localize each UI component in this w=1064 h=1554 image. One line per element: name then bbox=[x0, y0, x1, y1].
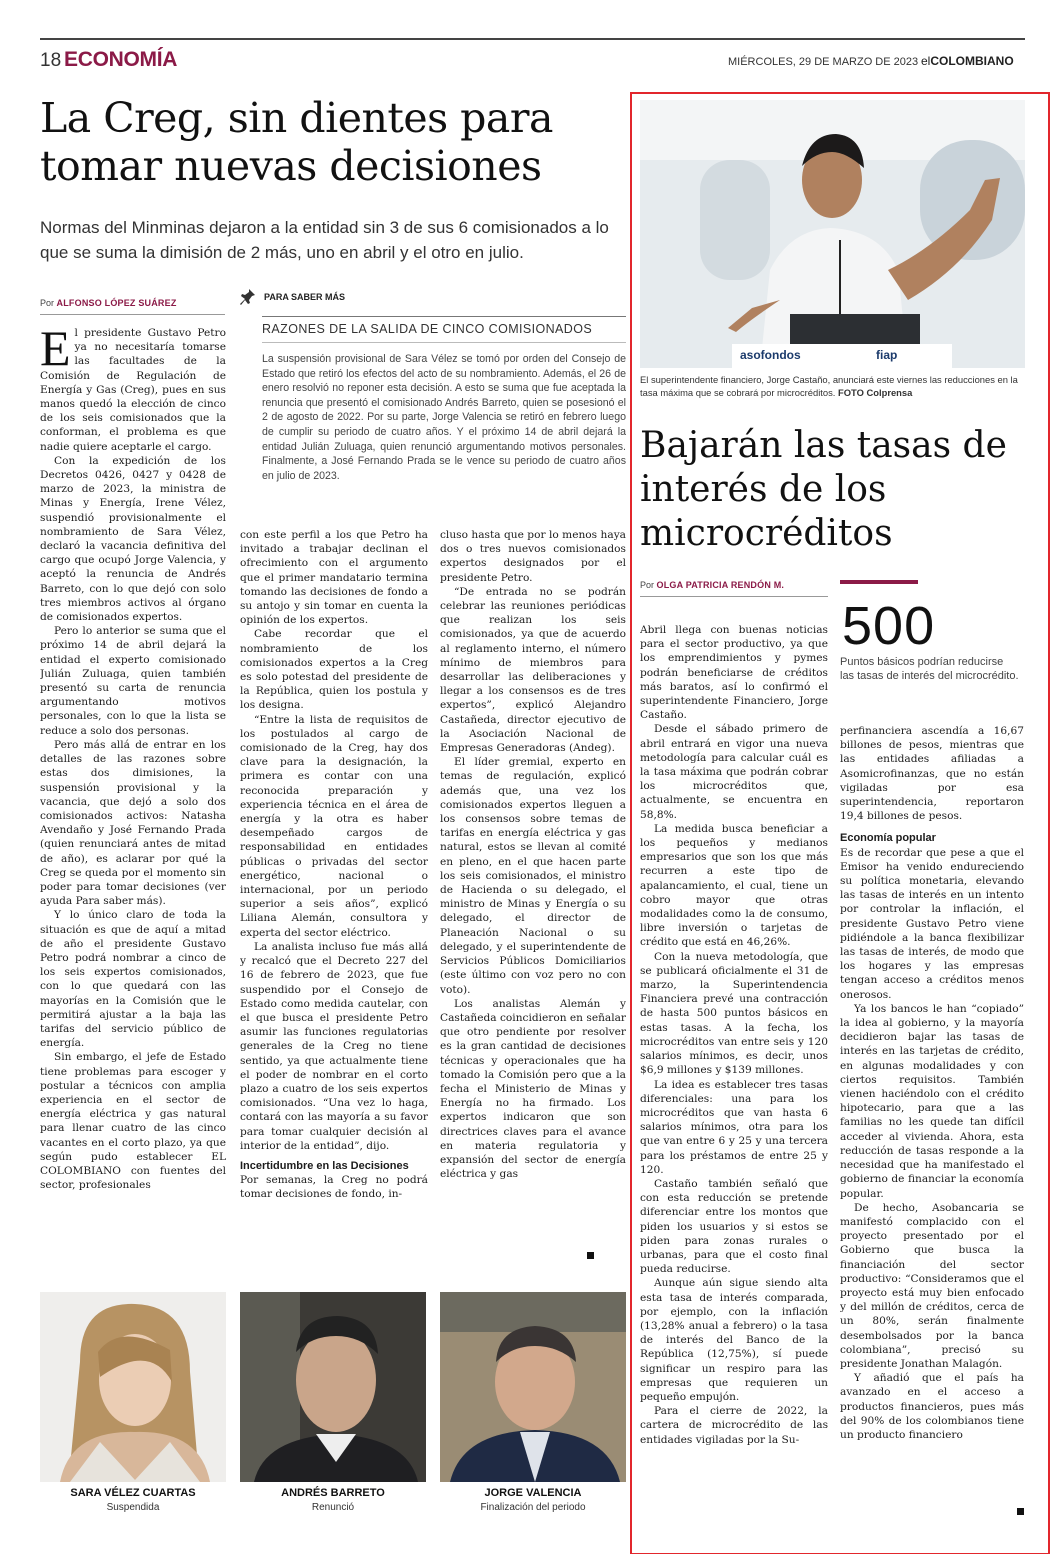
paragraph: con este perfil a los que Petro ha invitado a trabajar declinan el ofrecimiento con el argumento que el primer mandatario termina tomando las decisiones de fondo a su antojo y sin tomar en cuenta la opinión de los expertos. bbox=[240, 529, 428, 627]
main-column-3 bbox=[440, 528, 626, 1268]
issue-date: MIÉRCOLES, 29 DE MARZO DE 2023 bbox=[728, 56, 919, 68]
end-mark bbox=[587, 1252, 594, 1259]
sidebar-body: La suspensión provisional de Sara Vélez se tomó por orden del Consejo de Estado que retiró los efectos del acto de su nombramiento. Además, el 26 de enero resolvió no reponer esta decisión. A esto se suma que fue aceptada la renuncia que presentó el comisionado Andrés Barreto, quien se posesionó el 2 de agosto de 2022. Por su parte, Jorge Valencia se retiró en febrero luego de cumplir su periodo de cuatro años. Y el próximo 14 de abril dejará la entidad Julián Zuluaga, quien renunció argumentando motivos personales. Finalmente, a José Fernando Prada se le vence su periodo de cuatro años en julio de 2023. bbox=[262, 353, 626, 482]
paragraph: Pero lo anterior se suma que el próximo 14 de abril dejará la entidad el experto comisionado Julián Zuluaga, quien también presentó su carta de renuncia argumentando motivos personales, con lo que la lista se reduce a solo dos personas. bbox=[40, 625, 226, 737]
sidebar-label: PARA SABER MÁS bbox=[264, 292, 346, 302]
paragraph: La analista incluso fue más allá y recalcó que el Decreto 227 del 16 de febrero de 2023, que fue suspendido por el Consejo de Estado como medida cautelar, con el que busca el presidente Petro asumir las funciones regulatorias generales de la Creg no tiene sentido, ya que actualmente tiene el poder de nombrar en el corto plazo a cuatro de los seis expertos comisionados. “Una vez lo haga, contará con las mayoría a su favor para tomar cualquier decisión al interior de la entidad”, dijo. bbox=[240, 940, 428, 1152]
photo-jorge-valencia bbox=[440, 1292, 626, 1482]
logo-name: COLOMBIANO bbox=[930, 54, 1014, 68]
stat-description: Puntos básicos podrían reducirse las tasas de interés del microcrédito. bbox=[840, 656, 1019, 682]
logo-prefix: el bbox=[921, 54, 931, 68]
main-deck: Normas del Minminas dejaron a la entidad sin 3 de sus 6 comisionados a lo que se suma la dimisión de 2 más, uno en abril y el otro en julio. bbox=[40, 218, 609, 262]
paragraph: “Entre la lista de requisitos de los postulados al cargo de comisionado de la Creg, hay dos clave para la designación, la primera es contar con una reconocida preparación y experiencia técnica en el área de energía y la otra es haber desempeñado cargos de responsabilidad en entidades públicas o privadas del sector energético, nacional o internacional, por un periodo superior a seis años”, explicó Liliana Alemán, consultora y experta del sector eléctrico. bbox=[240, 713, 428, 939]
end-mark bbox=[1017, 1508, 1024, 1515]
portrait-role: Finalización del periodo bbox=[480, 1502, 586, 1513]
paragraph: Es de recordar que pese a que el Emisor ha venido endureciendo su política monetaria, elevando las tasas de interés en un intento por controlar la inflación, el presidente Gustavo Petro viene pidiéndole a la banca flexibilizar las tasas de interés, de modo que los hogares y las empresas tengan acceso a créditos menos onerosos. bbox=[840, 846, 1024, 1001]
newspaper-logo[interactable] bbox=[921, 54, 1014, 68]
paragraph: Con la nueva metodología, que se publicará oficialmente el 31 de marzo, la Superintendencia Financiera prevé una contracción de hasta 500 puntos básicos en estas tasas. A la fecha, los microcréditos van entre seis y 120 salarios mínimos, es decir, unos $6,9 millones y $139 millones. bbox=[640, 950, 828, 1077]
main-headline: La Creg, sin dientes para tomar nuevas decisiones bbox=[40, 94, 553, 190]
paragraph: Cabe recordar que el nombramiento de los comisionados expertos a la Creg es solo potestad del presidente de la República, quien los postula y los designa. bbox=[240, 628, 428, 712]
paragraph: La idea es establecer tres tasas diferenciales: una para los microcréditos que van hasta 6 salarios mínimos, otra para los que van entre 6 y 25 y una tercera para los préstamos de entre 25 y 120. bbox=[640, 1078, 828, 1176]
main-column-2 bbox=[240, 528, 428, 1276]
photo-jorge-castano bbox=[640, 100, 1025, 368]
subheading: Economía popular bbox=[840, 832, 936, 845]
header-rule bbox=[40, 38, 1025, 40]
portrait-name: JORGE VALENCIA bbox=[484, 1487, 582, 1499]
speaker-photo bbox=[640, 100, 1025, 368]
second-headline: Bajarán las tasas de interés de los microcréditos bbox=[640, 425, 1007, 554]
paragraph: Ya los bancos le han “copiado” la idea al gobierno, y la mayoría decidieron bajar las tasas de interés en las tarjetas de crédito, en algunas modalidades y con ciertos requisitos. También vienen haciéndolo con el crédito hipotecario, para que a las familias no les quede tan difícil acceder al vivienda. Ahora, esta reducción de tasas responde a la necesidad que ha manifestado el gobierno de financiar la economía popular. bbox=[840, 1002, 1024, 1200]
paragraph: Con la expedición de los Decretos 0426, 0427 y 0428 de marzo de 2023, la ministra de Minas y Energía, Irene Vélez, suspendió provisionalmente el nombramiento de Sara Vélez, declaró la vacancia definitiva del cargo que ocupó Jorge Valencia, y aceptó la renuncia de Andrés Barreto, con lo que dejó con solo tres miembros activos al órgano de comisionados expertos. bbox=[40, 454, 226, 624]
stat-number: 500 bbox=[842, 596, 936, 656]
portrait-image bbox=[240, 1292, 426, 1482]
paragraph: Abril llega con buenas noticias para el sector productivo, ya que los emprendimientos y pymes podrán beneficiarse de créditos más baratos, así lo confirmó el superintendente Financiero, Jorge Castaño. bbox=[640, 624, 828, 722]
section-title[interactable]: ECONOMÍA bbox=[64, 48, 178, 71]
photo-sara-velez bbox=[40, 1292, 226, 1482]
banner-asofondos: asofondos bbox=[740, 348, 801, 362]
paragraph: perfinanciera ascendía a 16,67 billones de pesos, mientras que las entidades afiliadas a Asomicrofinanzas, que no están vigiladas por esa superintendencia, reportaron 19,4 billones de pesos. bbox=[840, 725, 1024, 823]
byline-rule bbox=[40, 314, 225, 315]
paragraph: Y lo único claro de toda la situación es que de aquí a mitad de año el presidente Gustavo Petro podrá nombrar a cinco de los seis expertos comisionados, con lo que quedará con las mayorías en la Comisión que le permitirá ajustar a la baja las tarifas del servicio público de energía. bbox=[40, 909, 226, 1050]
paragraph: Sin embargo, el jefe de Estado tiene problemas para escoger y postular a técnicos con amplia experiencia en el sector de energía eléctrica y gas natural para llenar cuatro de las cinco vacantes en el corto plazo, ya que según pudo establecer EL COLOMBIANO con fuentes del sector, profesionales bbox=[40, 1051, 226, 1192]
second-column-1 bbox=[640, 623, 828, 1545]
paragraph: Desde el sábado primero de abril entrará en vigor una nueva metodología para calcular cuál es la tasa máxima que podrán cobrar los microcréditos que, actualmente, se encuentra en 58,8%. bbox=[640, 723, 828, 821]
portrait-image bbox=[40, 1292, 226, 1482]
banner-fiap: fiap bbox=[876, 348, 898, 362]
paragraph: Y añadió que el país ha avanzado en el acceso a productos financieros, pues más del 90% de los colombianos tiene un producto financiero bbox=[840, 1372, 1024, 1441]
subheading: Incertidumbre en las Decisiones bbox=[240, 1159, 409, 1172]
stat-accent-bar bbox=[840, 580, 918, 584]
portrait-role: Suspendida bbox=[106, 1502, 160, 1513]
paragraph: La medida busca beneficiar a los pequeños y medianos empresarios que son los que más recurren a este tipo de apalancamiento, el cual, tiene un cobro mayor que otras modalidades como la de consumo, libre inversión o tarjetas de crédito que está en 46,26%. bbox=[640, 822, 828, 949]
paragraph: Aunque aún sigue siendo alta esta tasa de interés comparada, por ejemplo, con la inflación (13,28% anual a febrero) o la tasa de interés del Banco de la República (12,75%), sí puede significar un respiro para las empresas que requieren un pequeño empujón. bbox=[640, 1277, 828, 1403]
paragraph: Pero más allá de entrar en los detalles de las razones sobre estas dos dimisiones, la suspensión provisional y la vacancia, que dejó a solo dos comisionados activos: Natasha Avendaño y José Fernando Prada (quien renunciará antes de mitad de año), es aclarar por qué la Creg se queda por el momento sin poder para tomar decisiones (ver ayuda Para saber más). bbox=[40, 738, 226, 908]
byline-rule bbox=[640, 596, 828, 597]
paragraph: El líder gremial, experto en temas de regulación, explicó además que, una vez los comisionados expertos lleguen a los consensos sobre temas de tarifas en energía eléctrica y gas natural, estos se llevan al comité en pleno, en el que hacen parte los seis comisionados, el ministro de Hacienda o su delegado, el ministro de Minas y Energía o su delegado, el director de Planeación Nacional o su delegado, y el superintendente de Servicios Públicos Domiciliarios (este último con voz pero no con voto). bbox=[440, 756, 626, 996]
portrait-image bbox=[440, 1292, 626, 1482]
photo-credit: FOTO Colprensa bbox=[838, 387, 913, 398]
byline-author: OLGA PATRICIA RENDÓN M. bbox=[656, 580, 785, 590]
photo-caption bbox=[640, 373, 1028, 399]
page-number: 18 bbox=[40, 50, 62, 71]
main-column-1 bbox=[40, 326, 226, 1284]
portrait-name: ANDRÉS BARRETO bbox=[281, 1487, 385, 1499]
drop-cap: E bbox=[40, 326, 71, 376]
caption-text: El superintendente financiero, Jorge Castaño, anunciará este viernes las reducciones en la tasa máxima que se cobrará por microcréditos. bbox=[640, 374, 1018, 398]
sidebar-rule bbox=[262, 342, 626, 343]
pushpin-icon bbox=[240, 288, 256, 306]
byline-author: ALFONSO LÓPEZ SUÁREZ bbox=[56, 298, 177, 308]
photo-andres-barreto bbox=[240, 1292, 426, 1482]
portrait-role: Renunció bbox=[311, 1502, 355, 1513]
paragraph: Castaño también señaló que con esta reducción se pretende diferenciar entre los montos que piden los usuarios y si estos se piden para zonas rurales o urbanas, para que el costo final pueda reducirse. bbox=[640, 1177, 828, 1276]
paragraph: Por semanas, la Creg no podrá tomar decisiones de fondo, in- bbox=[240, 1174, 428, 1201]
sidebar-title: RAZONES DE LA SALIDA DE CINCO COMISIONADOS bbox=[262, 322, 593, 336]
byline-prefix: Por bbox=[640, 580, 655, 590]
paragraph: Los analistas Alemán y Castañeda coincidieron en señalar que otro pendiente por resolver es la gran cantidad de decisiones técnicas y operacionales que ha tomado la Comisión pero que a la fecha el Ministerio de Minas y Energía no ha firmado. Los expertos indicaron que son directrices claves para el avance en materia regulatoria y expansión del sector de energía eléctrica y gas bbox=[440, 997, 626, 1181]
sidebar-rule bbox=[262, 316, 626, 317]
paragraph: De hecho, Asobancaria se manifestó complacido con el proyecto presentado por el Gobierno que busca la financiación del sector productivo: “Consideramos que el proyecto está muy bien enfocado y del millón de créditos, cerca de un 80%, serán finalmente desembolsados por la banca colombiana”, precisó su presidente Jonathan Malagón. bbox=[840, 1201, 1024, 1370]
paragraph: cluso hasta que por lo menos haya dos o tres nuevos comisionados expertos designados por el presidente Petro. bbox=[440, 529, 626, 584]
paragraph: l presidente Gustavo Petro ya no necesitaría tomarse las facultades de la Comisión de Regulación de Energía y Gas (Creg), pues en sus manos quedó la elección de cinco de los seis comisionados que la conforman, el problema es que nadie quiere aceptarle el cargo. bbox=[40, 327, 226, 453]
paragraph: Para el cierre de 2022, la cartera de microcrédito de las entidades vigiladas por la Su- bbox=[640, 1405, 828, 1446]
second-byline bbox=[640, 580, 784, 590]
paragraph: “De entrada no se podrán celebrar las reuniones periódicas que realizan los seis comisionados, ya que de acuerdo al reglamento interno, el número mínimo de miembros para desarrollar las deliberaciones y llegar a los consensos es de tres expertos”, explicó Alejandro Castañeda, director ejecutivo de la Asociación Nacional de Empresas Generadoras (Andeg). bbox=[440, 585, 626, 755]
second-column-2 bbox=[840, 724, 1024, 1522]
portrait-name: SARA VÉLEZ CUARTAS bbox=[70, 1487, 196, 1499]
main-byline bbox=[40, 298, 177, 308]
byline-prefix: Por bbox=[40, 298, 55, 308]
